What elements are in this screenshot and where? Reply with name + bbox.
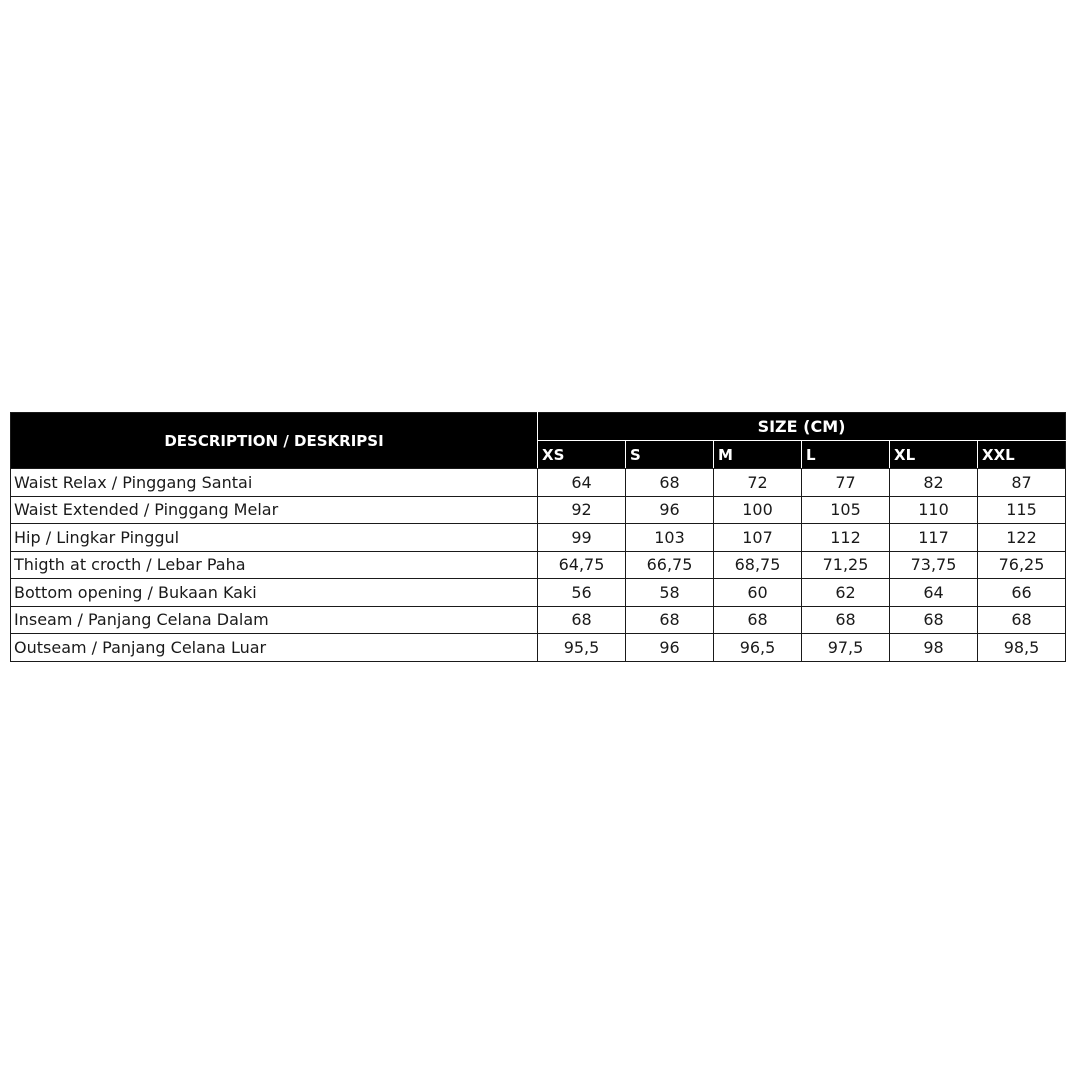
size-label-xs: XS — [538, 441, 626, 469]
size-label-s: S — [626, 441, 714, 469]
table-cell: 66 — [978, 579, 1066, 607]
table-cell: 68 — [802, 606, 890, 634]
table-cell: 58 — [626, 579, 714, 607]
table-cell: 64 — [890, 579, 978, 607]
size-chart-body — [11, 469, 1066, 662]
table-cell: 95,5 — [538, 634, 626, 662]
row-label: Bottom opening / Bukaan Kaki — [11, 579, 538, 607]
table-cell: 71,25 — [802, 551, 890, 579]
table-cell: 68 — [978, 606, 1066, 634]
table-cell: 122 — [978, 524, 1066, 552]
size-label-l: L — [802, 441, 890, 469]
size-label-xxl: XXL — [978, 441, 1066, 469]
table-cell: 107 — [714, 524, 802, 552]
table-cell: 110 — [890, 496, 978, 524]
table-cell: 115 — [978, 496, 1066, 524]
table-cell: 117 — [890, 524, 978, 552]
table-cell: 66,75 — [626, 551, 714, 579]
table-cell: 96,5 — [714, 634, 802, 662]
row-label: Hip / Lingkar Pinggul — [11, 524, 538, 552]
table-cell: 97,5 — [802, 634, 890, 662]
table-cell: 92 — [538, 496, 626, 524]
table-row — [11, 496, 1066, 524]
table-cell: 87 — [978, 469, 1066, 497]
table-cell: 98 — [890, 634, 978, 662]
table-cell: 103 — [626, 524, 714, 552]
table-cell: 96 — [626, 496, 714, 524]
table-cell: 68 — [538, 606, 626, 634]
table-cell: 64,75 — [538, 551, 626, 579]
table-cell: 60 — [714, 579, 802, 607]
table-cell: 56 — [538, 579, 626, 607]
table-cell: 112 — [802, 524, 890, 552]
table-cell: 68,75 — [714, 551, 802, 579]
table-row — [11, 579, 1066, 607]
table-cell: 98,5 — [978, 634, 1066, 662]
table-cell: 99 — [538, 524, 626, 552]
table-cell: 77 — [802, 469, 890, 497]
row-label: Waist Relax / Pinggang Santai — [11, 469, 538, 497]
size-label-xl: XL — [890, 441, 978, 469]
table-row — [11, 606, 1066, 634]
table-row — [11, 469, 1066, 497]
size-label-m: M — [714, 441, 802, 469]
table-cell: 68 — [626, 469, 714, 497]
size-chart-table — [10, 412, 1066, 662]
table-row — [11, 551, 1066, 579]
size-chart-header — [11, 413, 1066, 469]
table-cell: 62 — [802, 579, 890, 607]
table-cell: 100 — [714, 496, 802, 524]
table-cell: 68 — [890, 606, 978, 634]
table-cell: 64 — [538, 469, 626, 497]
description-header: DESCRIPTION / DESKRIPSI — [11, 413, 538, 469]
table-cell: 96 — [626, 634, 714, 662]
table-cell: 82 — [890, 469, 978, 497]
table-cell: 76,25 — [978, 551, 1066, 579]
table-cell: 105 — [802, 496, 890, 524]
table-cell: 73,75 — [890, 551, 978, 579]
row-label: Outseam / Panjang Celana Luar — [11, 634, 538, 662]
table-cell: 68 — [714, 606, 802, 634]
table-row — [11, 524, 1066, 552]
table-cell: 68 — [626, 606, 714, 634]
table-row — [11, 634, 1066, 662]
row-label: Waist Extended / Pinggang Melar — [11, 496, 538, 524]
size-group-header: SIZE (CM) — [538, 413, 1066, 441]
row-label: Thigth at crocth / Lebar Paha — [11, 551, 538, 579]
row-label: Inseam / Panjang Celana Dalam — [11, 606, 538, 634]
table-cell: 72 — [714, 469, 802, 497]
